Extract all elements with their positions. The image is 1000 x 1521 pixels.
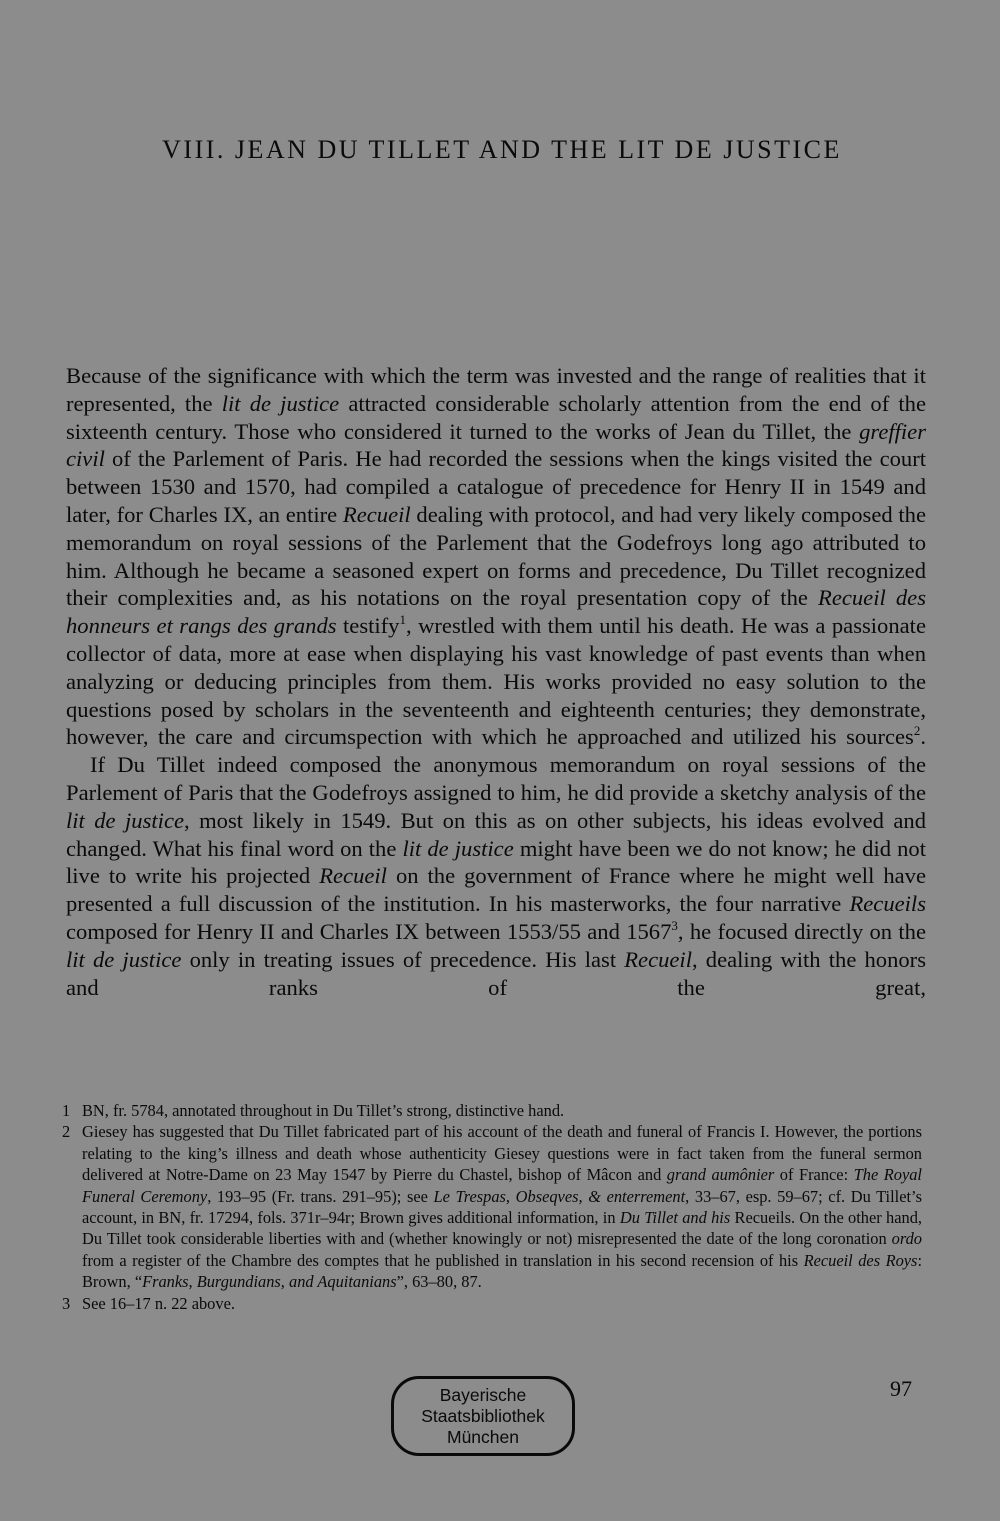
italic-run: Recueil [342, 501, 411, 527]
italic-run: lit de justice [402, 835, 514, 861]
footnote-ref-3: 3 [671, 917, 678, 933]
text-run: See 16–17 n. 22 above. [82, 1293, 235, 1313]
footnote-text [82, 1293, 922, 1314]
page-number: 97 [890, 1376, 912, 1401]
text-run: , dealing with the honors and ranks of the great, [66, 946, 926, 1000]
italic-run: Recueil des honneurs et rangs des grands [66, 585, 926, 639]
footnotes [62, 1100, 922, 1314]
footnote-ref-1: 1 [399, 612, 406, 628]
paragraph-2 [66, 751, 926, 1001]
italic-run: Du Tillet and his [619, 1208, 731, 1228]
footnote-number: 2 [62, 1122, 71, 1142]
italic-run: lit de justice [66, 946, 182, 972]
italic-run: greffier civil [66, 418, 926, 472]
italic-run: The Royal Funeral Ceremony [82, 1165, 922, 1206]
text-run: , wrestled with them until his death. He was a passionate collector of data, more at ease when displaying his vast knowledge of past events than when analyzing or deducing principles from them. His works provided no easy solution to the questions posed by scholars in the seventeenth and eighteenth centuries; they demonstrate, however, the care and circumspection with which he approached and utilized his sources [66, 613, 926, 750]
text-run: composed for Henry II and Charles IX between 1553/55 and 1567 [66, 918, 672, 944]
italic-run: lit de justice [66, 807, 184, 833]
italic-run: ordo [891, 1229, 922, 1249]
footnote-number: 1 [62, 1101, 71, 1120]
text-run: Recueils. On the other hand, Du Tillet took considerable liberties with and (whether knowingly or not) misrepresented the date of the long coronation [82, 1208, 922, 1249]
body-text [66, 362, 926, 1001]
text-run: dealing with protocol, and had very likely composed the memorandum on royal sessions of the Parlement that the Godefroys long ago attributed to him. Although he became a seasoned expert on forms and precedence, Du Tillet recognized their complexities and, as his notations on the royal presentation copy of the [66, 501, 926, 611]
footnote-3 [62, 1293, 922, 1314]
italic-run: Recueil [319, 863, 387, 889]
italic-run: Franks, Burgundians, and Aquitanians [142, 1272, 397, 1292]
text-run: . [920, 724, 926, 750]
footnote-ref-2: 2 [913, 723, 921, 739]
text-run: only in treating issues of precedence. His last [181, 946, 625, 972]
text-run: BN, fr. 5784, annotated throughout in Du Tillet’s strong, distinctive hand. [82, 1101, 565, 1120]
text-run: , he focused directly on the [677, 918, 926, 944]
footnote-1 [62, 1100, 922, 1121]
text-run: If Du Tillet indeed composed the anonymous memorandum on royal sessions of the Parlement of Paris that the Godefroys assigned to him, he did provide a sketchy analysis of the [66, 752, 926, 805]
text-run: attracted considerable scholarly attention from the end of the sixteenth century. Those who considered it turned to the works of Jean du Tillet, the [66, 390, 927, 444]
italic-run: Recueil [624, 946, 692, 972]
footnote-2 [62, 1121, 922, 1292]
text-run: testify [336, 613, 400, 639]
stamp-line-2: Staatsbibliothek [421, 1406, 545, 1426]
italic-run: grand aumônier [666, 1165, 775, 1185]
footnote-number: 3 [62, 1293, 71, 1313]
library-stamp [391, 1376, 575, 1456]
text-run: Giesey has suggested that Du Tillet fabricated part of his account of the death and funeral of Francis I. However, the portions relating to the king’s illness and death whose authenticity Giesey questions were in fact taken from the funeral sermon delivered at Notre-Dame on 23 May 1547 by Pierre du Chastel, bishop of Mâcon and [82, 1122, 922, 1185]
paragraph-1 [66, 362, 926, 751]
italic-run: Recueils [849, 891, 926, 917]
text-run: on the government of France where he might well have presented a full discussion of the institution. In his masterworks, the four narrative [66, 863, 926, 917]
footnote-text [82, 1121, 922, 1292]
text-run: ”, 63–80, 87. [396, 1272, 482, 1292]
stamp-line-1: Bayerische [439, 1385, 527, 1405]
footnote-text [82, 1100, 922, 1121]
italic-run: lit de justice [221, 390, 340, 416]
italic-run: Recueil des Roys [803, 1250, 918, 1270]
text-run: : Brown, “ [82, 1250, 922, 1292]
text-run: Because of the significance with which the term was invested and the range of realities that it represented, the [66, 363, 926, 416]
text-run: from a register of the Chambre des comptes that he published in translation in his second recension of his [82, 1250, 804, 1270]
chapter-title: VIII. JEAN DU TILLET AND THE LIT DE JUSTICE [162, 135, 842, 164]
text-run: , most likely in 1549. But on this as on other subjects, his ideas evolved and changed. What his final word on the [66, 807, 926, 861]
text-run: of the Parlement of Paris. He had recorded the sessions when the kings visited the court between 1530 and 1570, had compiled a catalogue of precedence for Henry II in 1549 and later, for Charles IX, an entire [66, 446, 926, 527]
italic-run: Le Trespas, Obseqves, & enterrement [433, 1186, 686, 1206]
text-run: might have been we do not know; he did not live to write his projected [66, 835, 926, 889]
stamp-line-3: München [447, 1427, 519, 1447]
text-run: , 193–95 (Fr. trans. 291–95); see [207, 1186, 434, 1206]
text-run: of France: [774, 1165, 854, 1185]
text-run: , 33–67, esp. 59–67; cf. Du Tillet’s account, in BN, fr. 17294, fols. 371r–94r; Brown gives additional information, in [82, 1186, 922, 1228]
